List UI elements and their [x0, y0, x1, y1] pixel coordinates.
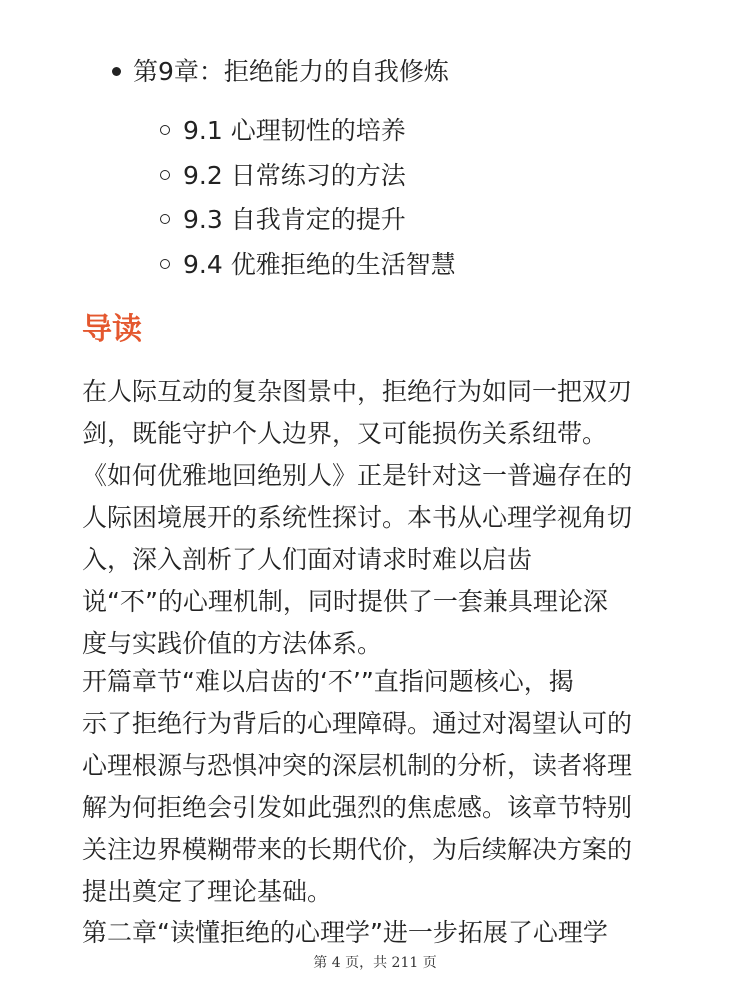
toc-section-item	[160, 109, 456, 154]
text-line: 开篇章节“难以启齿的‘不’”直指问题核心，揭	[82, 667, 574, 696]
text-line: 解为何拒绝会引发如此强烈的焦虑感。该章节特别	[82, 793, 633, 822]
text-line: 度与实践价值的方法体系。	[82, 629, 383, 658]
toc-section-title: 9.2 日常练习的方法	[183, 160, 406, 190]
toc-section-item	[160, 154, 456, 199]
intro-paragraph-3	[82, 912, 682, 954]
text-line: 心理根源与恐惧冲突的深层机制的分析，读者将理	[82, 751, 633, 780]
toc-section-item	[160, 198, 456, 243]
text-line: 提出奠定了理论基础。	[82, 877, 333, 906]
toc-chapter-title: 第9章：拒绝能力的自我修炼	[133, 57, 449, 86]
toc-section-title: 9.1 心理韧性的培养	[183, 116, 406, 145]
toc-section-title: 9.4 优雅拒绝的生活智慧	[183, 249, 456, 279]
intro-paragraph-2	[82, 661, 682, 913]
bullet-circle-icon	[160, 170, 170, 180]
text-line: 第二章“读懂拒绝的心理学”进一步拓展了心理学	[82, 918, 608, 947]
section-heading: 导读	[82, 312, 142, 347]
text-line: 在人际互动的复杂图景中，拒绝行为如同一把双刃	[82, 377, 633, 406]
bullet-circle-icon	[160, 259, 170, 269]
intro-paragraph-1	[82, 371, 682, 665]
page-number-footer: 第 4 页，共 211 页	[313, 955, 437, 971]
text-line: 入，深入剖析了人们面对请求时难以启齿	[82, 545, 533, 574]
bullet-disc-icon	[112, 67, 121, 76]
toc-section-item	[160, 243, 456, 288]
bullet-circle-icon	[160, 125, 170, 135]
toc-section-title: 9.3 自我肯定的提升	[183, 205, 406, 234]
toc-chapter-item	[112, 52, 449, 92]
bullet-circle-icon	[160, 214, 170, 224]
text-line: 剑，既能守护个人边界，又可能损伤关系纽带。	[82, 419, 608, 448]
text-line: 人际困境展开的系统性探讨。本书从心理学视角切	[82, 503, 633, 532]
text-line: 示了拒绝行为背后的心理障碍。通过对渴望认可的	[82, 709, 633, 738]
text-line: 关注边界模糊带来的长期代价，为后续解决方案的	[82, 835, 633, 864]
text-line: 《如何优雅地回绝别人》正是针对这一普遍存在的	[82, 461, 633, 490]
toc-section-list	[160, 109, 456, 287]
text-line: 说“不”的心理机制，同时提供了一套兼具理论深	[82, 587, 608, 616]
